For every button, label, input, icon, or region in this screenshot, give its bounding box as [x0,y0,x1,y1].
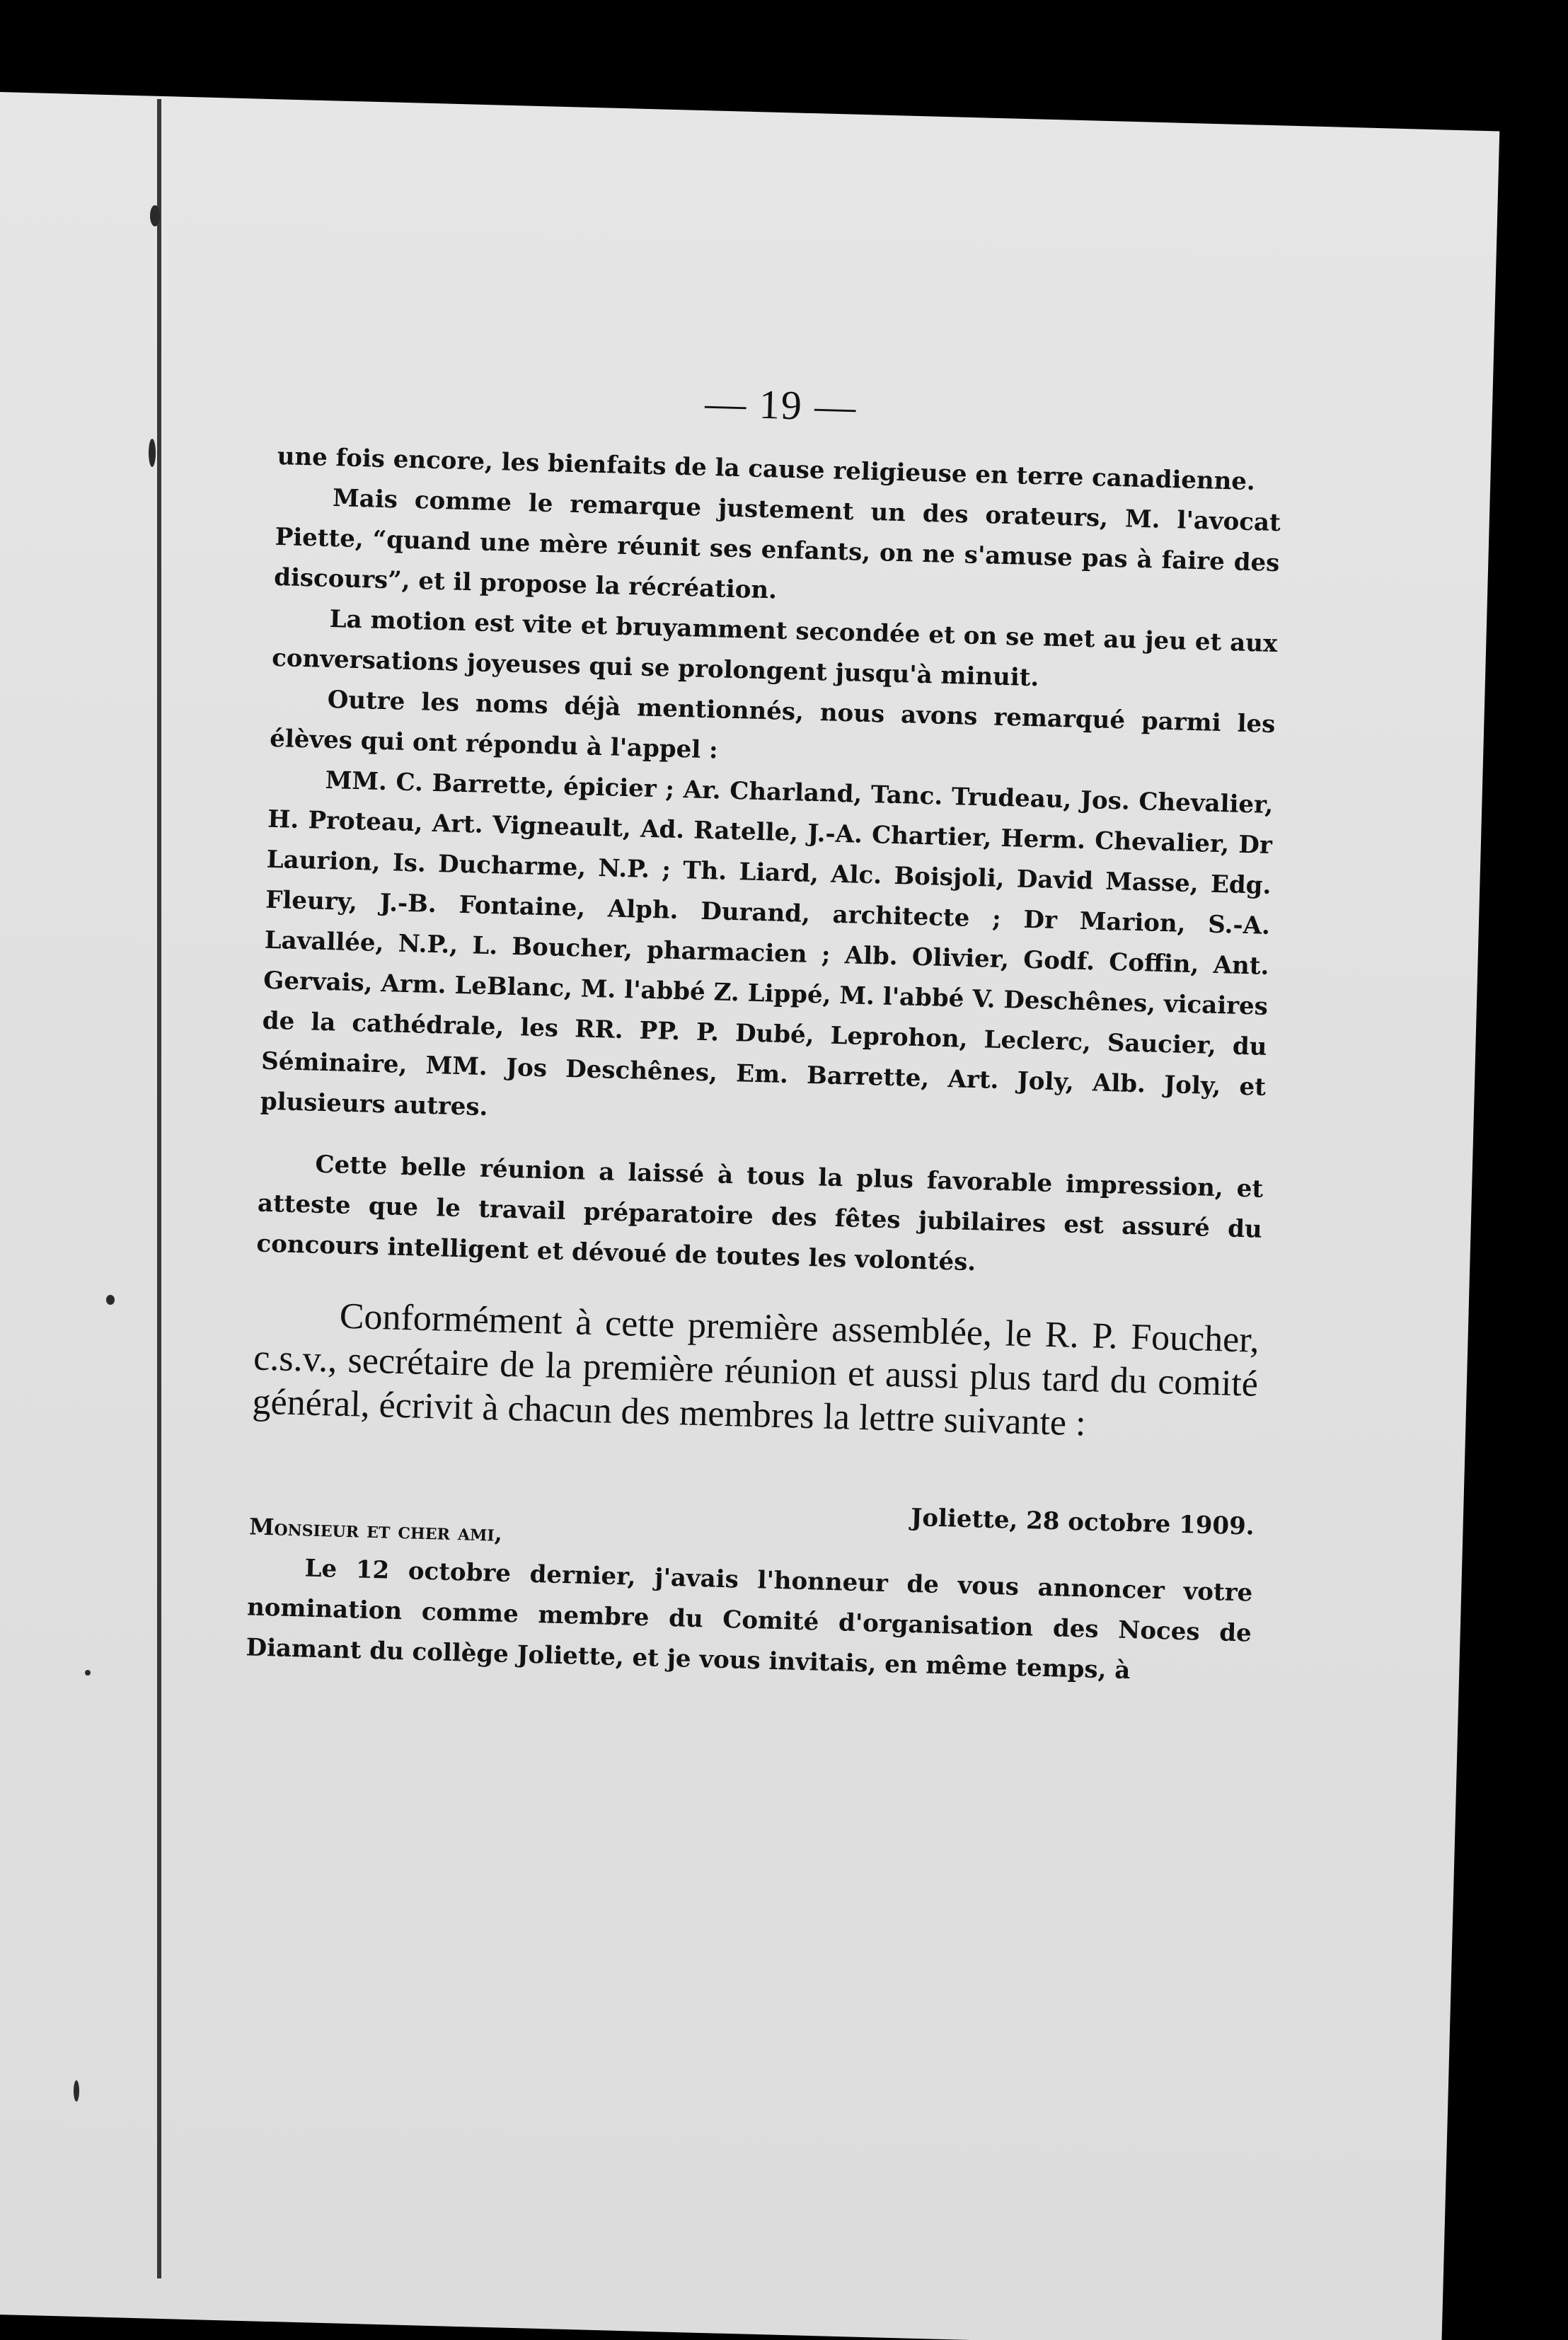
paragraph-motion: La motion est vite et bruyamment secondée et on se met au jeu et aux conversations joyeuses qui se prolongent jusqu'à minuit. [271,604,1278,693]
ink-speck [85,1670,91,1676]
ink-speck [106,1295,115,1305]
paragraph-names-intro: Outre les noms déjà mentionnés, nous avons remarqué parmi les élèves qui ont répondu à l'appel : [269,685,1276,765]
ink-speck [74,2080,79,2102]
paragraph-impression: Cette belle réunion a laissé à tous la plus favorable impression, et atteste que le travail préparatoire des fêtes jubilaires est assuré du concours intelligent et dévoué de toutes les volontés. [256,1150,1264,1277]
page-text [246,368,1284,1695]
letter-date: Joliette, 28 octobre 1909. [910,1503,1255,1541]
page-number: — 19 — [704,379,858,430]
letter-salutation: Monsieur et cher ami, [248,1513,503,1547]
ink-speck [150,205,160,226]
ink-speck [149,439,156,467]
letter-body: Le 12 octobre dernier, j'avais l'honneur de vous annoncer votre nomination comme membre du Comité d'organisation des Noces de Diamant du collège Joliette, et je vous invitais, en même temps, à [246,1554,1253,1685]
paragraph-continuation: une fois encore, les bienfaits de la cause religieuse en terre canadienne. [277,442,1256,497]
paragraph-letter-intro: Conformément à cette première assemblée, le R. P. Foucher, c.s.v., secrétaire de la première réunion et aussi plus tard du comité général, écrivit à chacun des membres la lettre suivante : [251,1296,1260,1444]
paragraph-orator-quote: Mais comme le remarque justement un des orateurs, M. l'avocat Piette, “quand une mère réunit ses enfants, on ne s'amuse pas à faire des discours”, et il propose la récréation. [273,484,1281,605]
paragraph-attendee-names: MM. C. Barrette, épicier ; Ar. Charland, Tanc. Trudeau, Jos. Chevalier, H. Proteau, Art. Vigneault, Ad. Ratelle, J.-A. Chartier, Herm. Chevalier, Dr Laurion, Is. Ducharme, N.P. ; Th. Liard, Alc. Boisjoli, David Masse, Edg. Fleury, J.-B. Fontaine, Alph. Durand, architecte ; Dr Marion, S.-A. Lavallée, N.P., L. Boucher, pharmacien ; Alb. Olivier, Godf. Coffin, Ant. Gervais, Arm. LeBlanc, M. l'abbé Z. Lippé, M. l'abbé V. Deschênes, vicaires de la cathédrale, les RR. PP. P. Dubé, Leprohon, Leclerc, Saucier, du Séminaire, MM. Jos Deschênes, Em. Barrette, Art. Joly, Alb. Joly, et plusieurs autres. [260,766,1274,1122]
page-fold-line [157,99,161,2278]
